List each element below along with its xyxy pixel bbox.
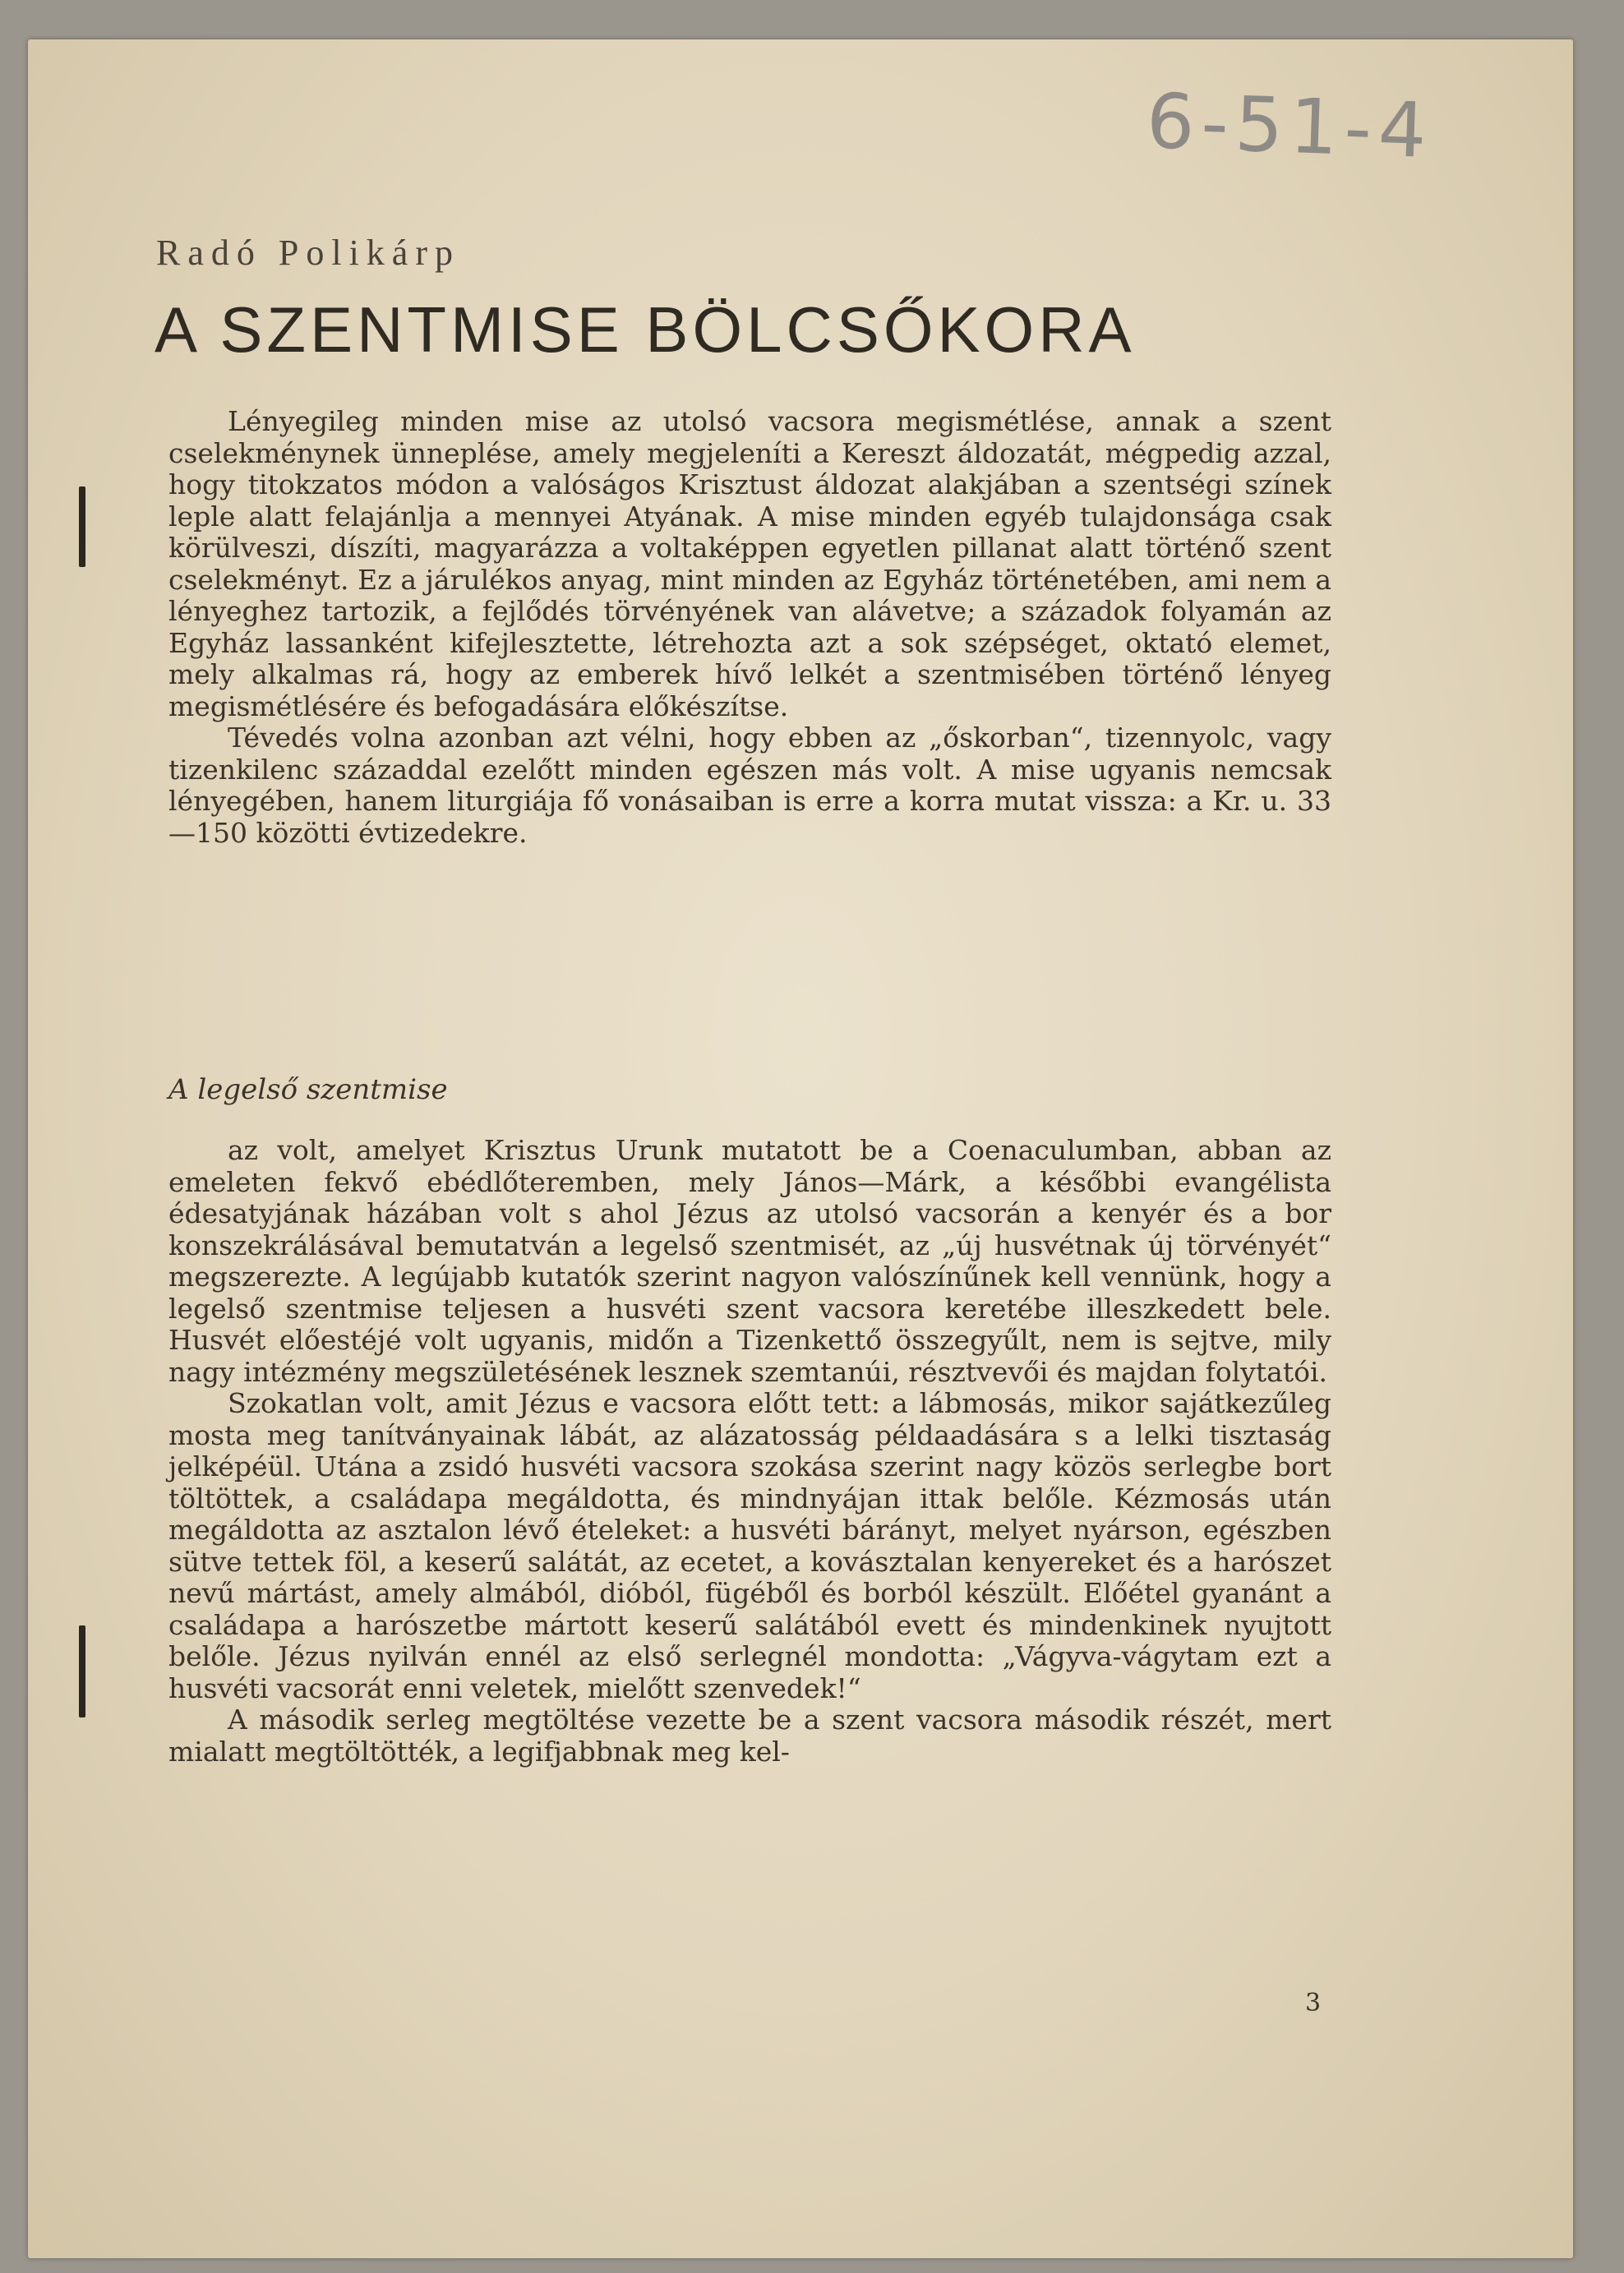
intro-paragraph-1: Lényegileg minden mise az utolsó vacsora megismétlése, annak a szent cselekménynek ünneplése, amely megjeleníti a Kereszt áldozatát, mégpedig azzal, hogy titokzatos módon a valóságos Krisztust áldozat alakjában a szentségi színek leple alatt felajánlja a mennyei Atyának. A mise minden egyéb tulajdonsága csak körülveszi, díszíti, magyarázza a voltaképpen egyetlen pillanat alatt történő szent cselekményt. Ez a járulékos anyag, mint minden az Egyház történetében, ami nem a lényeghez tartozik, a fejlődés törvényének van alávetve; a századok folyamán az Egyház lassanként kifejlesztette, létrehozta azt a sok szépséget, oktató elemet, mely alkalmas rá, hogy az emberek hívő lelkét a szentmisében történő lényeg megismétlésére és befogadására előkészítse. xyxy=(168,405,1331,722)
handwritten-archive-code: 6-51-4 xyxy=(1145,76,1435,176)
author-name: Radó Polikárp xyxy=(156,233,460,273)
intro-paragraph-2: Tévedés volna azonban azt vélni, hogy ebben az „őskorban“, tizennyolc, vagy tizenkilenc századdal ezelőtt minden egészen más volt. A mise ugyanis nemcsak lényegében, hanem liturgiája fő vonásaiban is erre a korra mutat vissza: a Kr. u. 33—150 közötti évtizedekre. xyxy=(168,722,1331,849)
section-paragraph-2: Szokatlan volt, amit Jézus e vacsora előtt tett: a lábmosás, mikor sajátkezűleg mosta meg tanítványainak lábát, az alázatosság példaadására s a lelki tisztaság jelképéül. Utána a zsidó husvéti vacsora szokása szerint nagy közös serlegbe bort töltöttek, a családapa megáldotta, és mindnyájan ittak belőle. Kézmosás után megáldotta az asztalon lévő ételeket: a husvéti bárányt, melyet nyárson, egészben sütve tettek föl, a keserű salátát, az ecetet, a kovásztalan kenyereket és a harószet nevű mártást, amely almából, dióból, fügéből és borból készült. Előétel gyanánt a családapa a harószetbe mártott keserű salátából evett és mindenkinek nyujtott belőle. Jézus nyilván ennél az első serlegnél mondotta: „Vágyva-vágytam ezt a husvéti vacsorát enni veletek, mielőtt szenvedek!“ xyxy=(168,1387,1331,1704)
staple-mark-bottom xyxy=(79,1625,85,1717)
section-paragraph-1: az volt, amelyet Krisztus Urunk mutatott be a Coenaculumban, abban az emeleten fekvő ebédlőteremben, mely János—Márk, a későbbi evangélista édesatyjának házában volt s ahol Jézus az utolsó vacsorán a kenyér és a bor konszekrálásával bemutatván a legelső szentmisét, az „új husvétnak új törvényét“ megszerezte. A legújabb kutatók szerint nagyon valószínűnek kell vennünk, hogy a legelső szentmise teljesen a husvéti szent vacsora keretébe illeszkedett bele. Husvét előestéjé volt ugyanis, midőn a Tizenkettő összegyűlt, nem is sejtve, mily nagy intézmény megszületésének lesznek szemtanúi, résztvevői és majdan folytatói. xyxy=(168,1134,1331,1388)
section-text xyxy=(168,1135,1331,1768)
section-heading: A legelső szentmise xyxy=(168,1073,448,1106)
section-paragraph-3: A második serleg megtöltése vezette be a szent vacsora második részét, mert mialatt megtöltötték, a legifjabbnak meg kel- xyxy=(168,1704,1331,1768)
intro-text xyxy=(168,406,1331,849)
staple-mark-top xyxy=(79,486,85,567)
page-number: 3 xyxy=(1305,1989,1322,2017)
article-title: A SZENTMISE BÖLCSŐKORA xyxy=(155,293,1136,366)
